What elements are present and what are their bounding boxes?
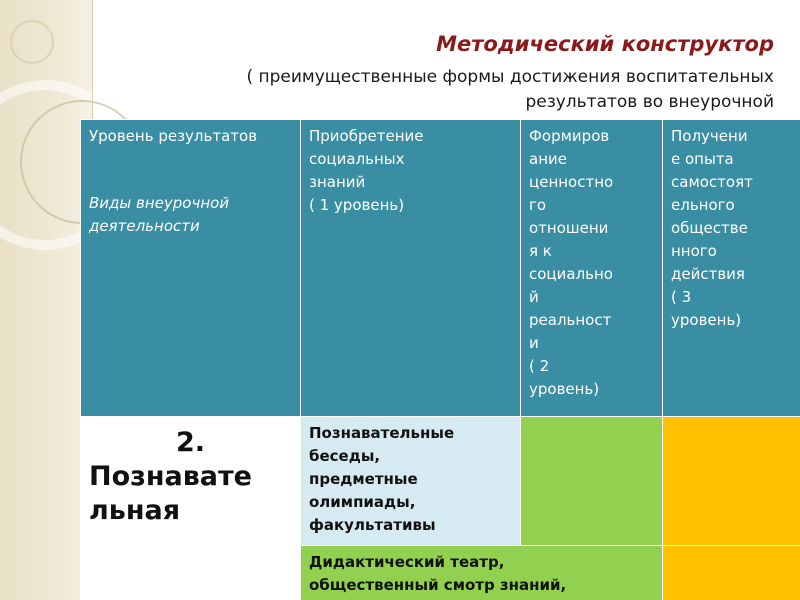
forms-cell-level-1: Познавательные беседы, предметные олимпиады, факультативы — [301, 417, 521, 546]
activity-type-cell — [81, 417, 301, 600]
header-kinds-label: Виды внеурочной деятельности — [89, 194, 230, 235]
header-cell-level-3: Получени е опыта самостоят ельного обществе нного действия ( 3 уровень) — [663, 120, 800, 417]
activity-name: Познавате льная — [89, 461, 252, 526]
header-cell-level-2: Формиров ание ценностно го отношени я к социально й реальност и ( 2 уровень) — [521, 120, 663, 417]
slide-title: Методический конструктор — [436, 32, 774, 56]
table-row — [81, 417, 800, 546]
header-cell-level-1: Приобретение социальных знаний ( 1 уровень) — [301, 120, 521, 417]
methodical-table — [80, 119, 800, 600]
decorative-small-circle — [10, 20, 54, 64]
forms-cell-level-3 — [663, 417, 800, 546]
activity-number: 2. — [175, 427, 206, 458]
forms-cell-level-3-row2 — [663, 546, 800, 600]
header-level-label: Уровень результатов — [89, 127, 258, 145]
forms-cell-level-2 — [521, 417, 663, 546]
header-cell-levels — [81, 120, 301, 417]
table-header-row — [81, 120, 800, 417]
slide-subtitle: ( преимущественные формы достижения воспитательных результатов во внеурочной — [246, 67, 774, 112]
forms-cell-level-1-2: Дидактический театр, общественный смотр знаний, — [301, 546, 663, 600]
